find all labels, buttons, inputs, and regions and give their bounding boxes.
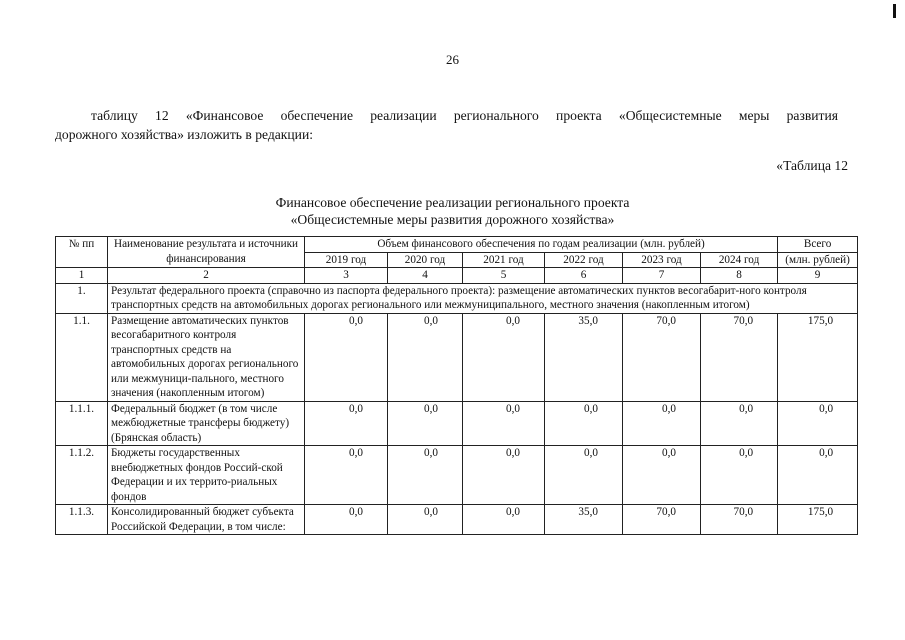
column-number: 5 (463, 268, 545, 284)
table-row (56, 505, 858, 535)
margin-mark (893, 4, 896, 18)
intro-paragraph (55, 106, 838, 144)
header-volume: Объем финансового обеспечения по годам реализации (млн. рублей) (305, 237, 778, 253)
row-value: 0,0 (305, 401, 388, 446)
row-value: 0,0 (623, 446, 701, 505)
table-title-line-1: Финансовое обеспечение реализации регионального проекта (275, 195, 630, 210)
row-name: Размещение автоматических пунктов весогабаритного контроля транспортных средств на автомобильных дорогах регионального или межмуници-пального, местного значения (накопленным итогом) (108, 313, 305, 401)
header-year: 2020 год (388, 252, 463, 268)
intro-line-1: таблицу 12 «Финансовое обеспечение реализации регионального проекта «Общесистемные меры развития (91, 108, 838, 123)
row-num: 1.1. (56, 313, 108, 401)
column-number: 8 (701, 268, 778, 284)
row-total: 175,0 (778, 313, 858, 401)
row-value: 70,0 (701, 313, 778, 401)
row-value: 0,0 (623, 401, 701, 446)
row-value: 35,0 (545, 313, 623, 401)
row-name: Консолидированный бюджет субъекта Российской Федерации, в том числе: (108, 505, 305, 535)
header-name: Наименование результата и источники финансирования (108, 237, 305, 268)
row-name: Федеральный бюджет (в том числе межбюджетные трансферы бюджету) (Брянская область) (108, 401, 305, 446)
table-reference: «Таблица 12 (776, 158, 848, 173)
column-number: 9 (778, 268, 858, 284)
header-num: № пп (56, 237, 108, 268)
column-number: 3 (305, 268, 388, 284)
row-value: 0,0 (305, 505, 388, 535)
header-year: 2024 год (701, 252, 778, 268)
column-numbers-row (56, 268, 858, 284)
table-row (56, 313, 858, 401)
header-total-unit: (млн. рублей) (778, 252, 858, 268)
row-total: 0,0 (778, 401, 858, 446)
row-num: 1.1.3. (56, 505, 108, 535)
row-num: 1.1.1. (56, 401, 108, 446)
row-value: 0,0 (463, 505, 545, 535)
table-row (56, 401, 858, 446)
financing-table (55, 236, 858, 535)
row-value: 0,0 (463, 401, 545, 446)
row-value: 0,0 (305, 446, 388, 505)
header-year: 2023 год (623, 252, 701, 268)
row-value: 0,0 (388, 313, 463, 401)
section-num: 1. (56, 283, 108, 313)
row-value: 0,0 (545, 446, 623, 505)
column-number: 4 (388, 268, 463, 284)
intro-line-2: дорожного хозяйства» изложить в редакции: (55, 127, 313, 142)
column-number: 7 (623, 268, 701, 284)
header-total: Всего (778, 237, 858, 253)
row-name: Бюджеты государственных внебюджетных фондов Россий-ской Федерации и их террито-риальных фондов (108, 446, 305, 505)
row-value: 70,0 (623, 505, 701, 535)
row-value: 0,0 (701, 446, 778, 505)
row-value: 0,0 (463, 446, 545, 505)
row-value: 0,0 (388, 401, 463, 446)
row-value: 70,0 (623, 313, 701, 401)
row-value: 0,0 (701, 401, 778, 446)
section-row (56, 283, 858, 313)
header-row-1 (56, 237, 858, 253)
table-title (0, 194, 905, 228)
header-year: 2019 год (305, 252, 388, 268)
column-number: 6 (545, 268, 623, 284)
table-row (56, 446, 858, 505)
header-year: 2022 год (545, 252, 623, 268)
column-number: 2 (108, 268, 305, 284)
row-total: 0,0 (778, 446, 858, 505)
row-num: 1.1.2. (56, 446, 108, 505)
row-value: 0,0 (463, 313, 545, 401)
row-value: 0,0 (305, 313, 388, 401)
row-value: 35,0 (545, 505, 623, 535)
row-value: 0,0 (545, 401, 623, 446)
row-total: 175,0 (778, 505, 858, 535)
section-text: Результат федерального проекта (справочно из паспорта федерального проекта): размещение автоматических пунктов весогабарит-ного контроля транспортных средств на автомобильных дорогах регионального или межмуниципального, местного значения (накопленным итогом) (108, 283, 858, 313)
table-title-line-2: «Общесистемные меры развития дорожного хозяйства» (290, 212, 615, 227)
page-number: 26 (446, 52, 459, 67)
row-value: 70,0 (701, 505, 778, 535)
header-year: 2021 год (463, 252, 545, 268)
row-value: 0,0 (388, 505, 463, 535)
column-number: 1 (56, 268, 108, 284)
row-value: 0,0 (388, 446, 463, 505)
